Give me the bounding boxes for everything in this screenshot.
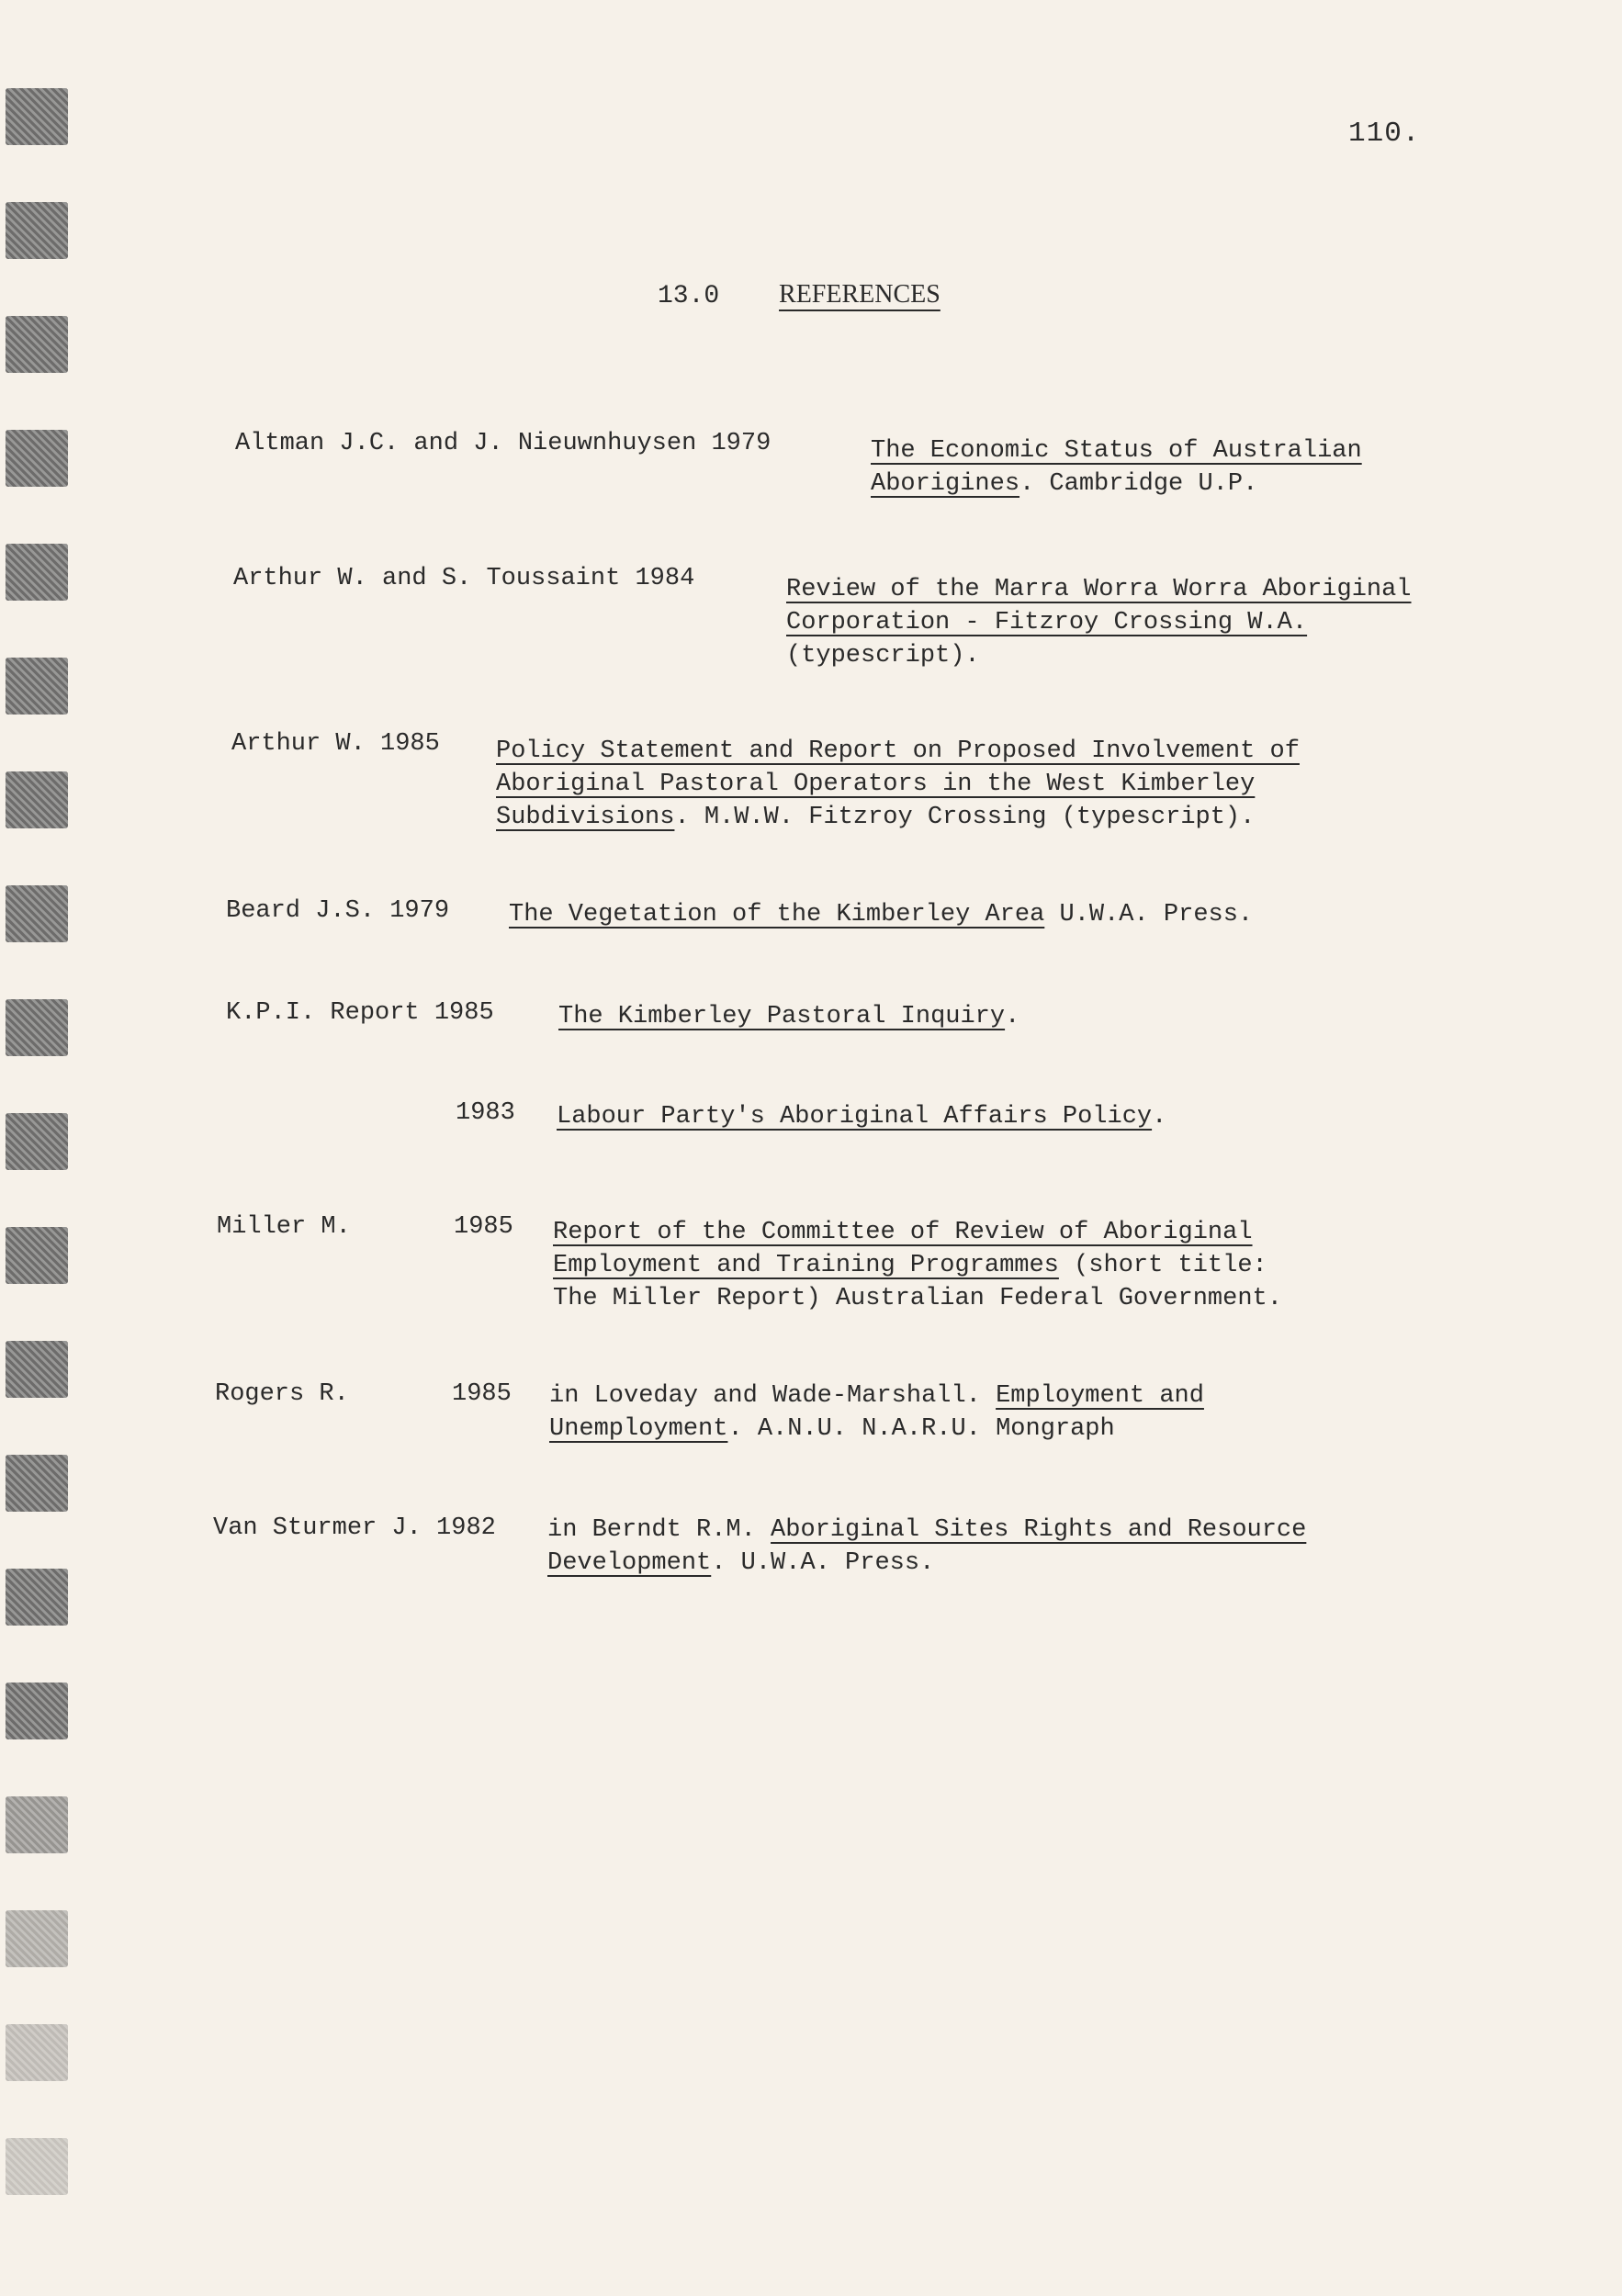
reference-prefix: in Loveday and Wade-Marshall. — [549, 1382, 997, 1410]
reference-title: Employment and Training Programmes — [553, 1252, 1059, 1279]
binding-hole — [6, 771, 68, 828]
binding-hole — [6, 885, 68, 942]
reference-title: Review of the Marra Worra Worra Aboriginal — [786, 576, 1412, 603]
binding-hole — [6, 999, 68, 1056]
binding-hole — [6, 1569, 68, 1626]
reference-title: Report of the Committee of Review of Aboriginal — [553, 1219, 1253, 1246]
reference-body — [547, 1514, 1306, 1580]
reference-publisher: U.W.A. Press. — [1044, 901, 1254, 929]
reference-year: 1983 — [456, 1099, 515, 1127]
reference-title: Aboriginal Sites Rights and Resource — [771, 1516, 1307, 1544]
reference-body — [549, 1379, 1204, 1446]
reference-prefix: in Berndt R.M. — [547, 1516, 772, 1544]
binding-hole — [6, 430, 68, 487]
reference-title: Labour Party's Aboriginal Affairs Policy — [557, 1103, 1153, 1131]
binding-hole — [6, 658, 68, 715]
reference-publisher: . M.W.W. Fitzroy Crossing (typescript). — [674, 804, 1256, 831]
reference-punctuation: . — [1152, 1103, 1167, 1131]
binding-hole — [6, 1227, 68, 1284]
spiral-binding — [6, 88, 72, 2256]
reference-author: Beard J.S. 1979 — [226, 897, 450, 925]
reference-title: The Kimberley Pastoral Inquiry — [558, 1003, 1006, 1030]
reference-body — [786, 573, 1412, 672]
reference-publisher: . U.W.A. Press. — [711, 1549, 935, 1577]
binding-hole — [6, 2138, 68, 2195]
reference-body — [558, 1000, 1019, 1033]
reference-title: Corporation - Fitzroy Crossing W.A. — [786, 609, 1308, 636]
reference-body — [496, 735, 1300, 834]
binding-hole — [6, 544, 68, 601]
binding-hole — [6, 1796, 68, 1853]
reference-year: 1985 — [454, 1213, 513, 1241]
reference-note: The Miller Report) Australian Federal Government. — [553, 1285, 1282, 1312]
binding-hole — [6, 1455, 68, 1512]
reference-title: Development — [547, 1549, 712, 1577]
reference-author: Miller M. — [217, 1213, 351, 1241]
binding-hole — [6, 2024, 68, 2081]
reference-note: (short title: — [1058, 1252, 1267, 1279]
reference-title: Unemployment — [549, 1415, 728, 1443]
section-heading — [658, 280, 941, 310]
reference-title: Aboriginal Pastoral Operators in the West Kimberley — [496, 771, 1256, 798]
reference-publisher: . A.N.U. N.A.R.U. Mongraph — [727, 1415, 1115, 1443]
reference-author: Altman J.C. and J. Nieuwnhuysen 1979 — [235, 430, 772, 457]
binding-hole — [6, 1683, 68, 1739]
reference-title: Aborigines — [871, 470, 1020, 498]
reference-title: Employment and — [996, 1382, 1204, 1410]
reference-body — [557, 1100, 1166, 1133]
reference-author: Arthur W. 1985 — [231, 730, 440, 758]
reference-body — [553, 1216, 1282, 1315]
reference-title: Subdivisions — [496, 804, 675, 831]
binding-hole — [6, 1113, 68, 1170]
reference-note: (typescript). — [786, 642, 980, 670]
reference-title: The Vegetation of the Kimberley Area — [509, 901, 1045, 929]
reference-author: Arthur W. and S. Toussaint 1984 — [233, 565, 695, 592]
section-title: REFERENCES — [779, 280, 941, 309]
binding-hole — [6, 1910, 68, 1967]
reference-title: The Economic Status of Australian — [871, 437, 1362, 465]
reference-body — [871, 434, 1362, 501]
section-number: 13.0 — [658, 282, 720, 310]
binding-hole — [6, 1341, 68, 1398]
reference-title: Policy Statement and Report on Proposed Involvement of — [496, 737, 1300, 765]
binding-hole — [6, 88, 68, 145]
reference-author: K.P.I. Report 1985 — [226, 999, 494, 1027]
reference-publisher: . Cambridge U.P. — [1019, 470, 1258, 498]
reference-author: Van Sturmer J. 1982 — [213, 1514, 496, 1542]
page-number: 110. — [1348, 118, 1421, 150]
reference-punctuation: . — [1005, 1003, 1020, 1030]
reference-year: 1985 — [452, 1380, 512, 1408]
reference-body — [509, 898, 1253, 931]
binding-hole — [6, 202, 68, 259]
reference-author: Rogers R. — [215, 1380, 349, 1408]
binding-hole — [6, 316, 68, 373]
